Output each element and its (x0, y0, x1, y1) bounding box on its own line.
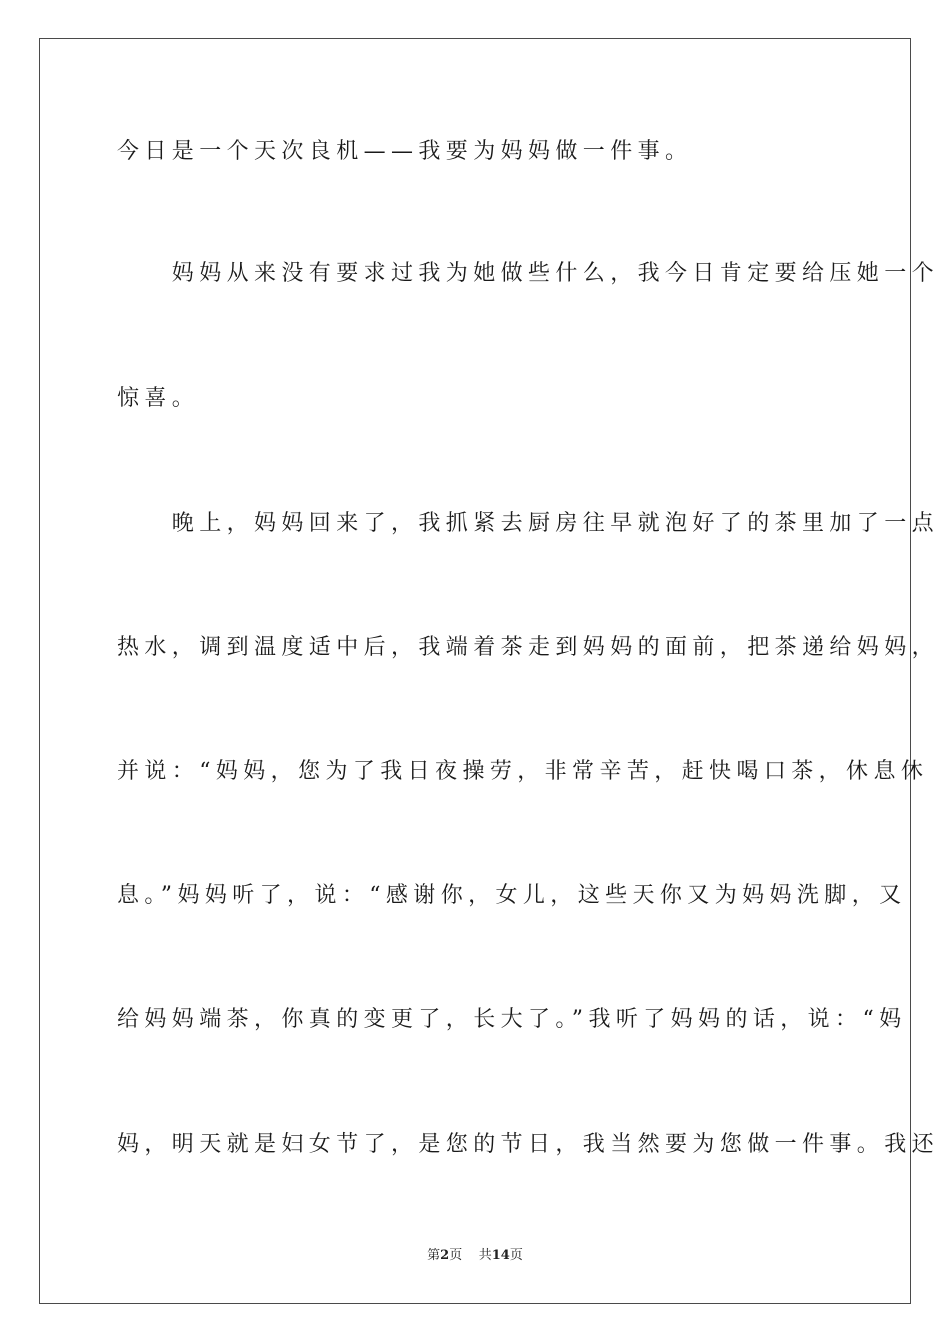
page-number: 2 (440, 1248, 450, 1263)
text-line-9: 妈，明天就是妇女节了，是您的节日，我当然要为您做一件事。我还 (117, 1132, 940, 1157)
page-border (39, 38, 940, 1304)
text-line-6: 并说：“妈妈，您为了我日夜操劳，非常辛苦，赶快喝口茶，休息休 (117, 759, 929, 784)
text-line-4: 晚上，妈妈回来了，我抓紧去厨房往早就泡好了的茶里加了一点 (117, 511, 940, 536)
text-line-5: 热水，调到温度适中后，我端着茶走到妈妈的面前，把茶递给妈妈， (117, 635, 940, 660)
page-footer (0, 1247, 950, 1265)
total-label-prefix: 共 (478, 1248, 492, 1263)
page-label-suffix: 页 (449, 1248, 463, 1263)
text-line-1: 今日是一个天次良机——我要为妈妈做一件事。 (117, 139, 693, 164)
total-label-suffix: 页 (509, 1248, 523, 1263)
text-line-2: 妈妈从来没有要求过我为她做些什么，我今日肯定要给压她一个 (117, 261, 940, 286)
text-line-8: 给妈妈端茶，你真的变更了，长大了。”我听了妈妈的话，说：“妈 (117, 1007, 907, 1032)
total-pages: 14 (491, 1248, 510, 1263)
text-line-7: 息。”妈妈听了，说：“感谢你，女儿，这些天你又为妈妈洗脚，又 (117, 883, 907, 908)
text-line-3: 惊喜。 (117, 386, 200, 411)
page-label-prefix: 第 (427, 1248, 441, 1263)
